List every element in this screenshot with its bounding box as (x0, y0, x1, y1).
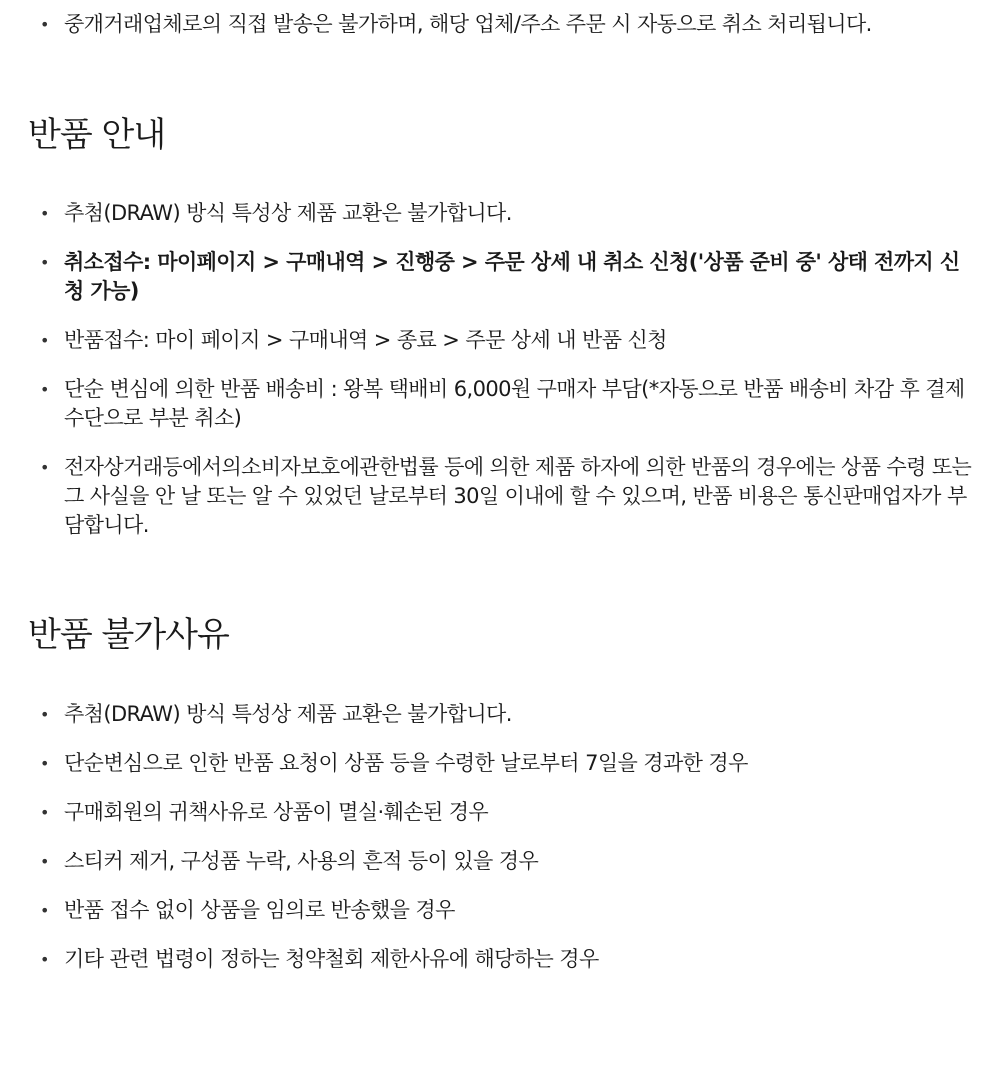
bullet-icon: • (40, 950, 49, 969)
list-item (0, 700, 1000, 729)
list-item (0, 10, 1000, 39)
bullet-icon: • (40, 380, 49, 399)
restriction-item-text: 단순변심으로 인한 반품 요청이 상품 등을 수령한 날로부터 7일을 경과한 경우 (64, 751, 748, 775)
return-procedure-text: 반품접수: 마이 페이지 > 구매내역 > 종료 > 주문 상세 내 반품 신청 (64, 328, 667, 352)
list-item (0, 326, 1000, 355)
returns-list (0, 199, 1000, 560)
restriction-item-text: 구매회원의 귀책사유로 상품이 멸실·훼손된 경우 (64, 800, 489, 824)
cancel-procedure-text: 취소접수: 마이페이지 > 구매내역 > 진행중 > 주문 상세 내 취소 신청('상품 준비 중' 상태 전까지 신청 가능) (64, 250, 960, 303)
returns-item-text: 추첨(DRAW) 방식 특성상 제품 교환은 불가합니다. (64, 201, 512, 225)
bullet-icon: • (40, 852, 49, 871)
notice-text: 중개거래업체로의 직접 발송은 불가하며, 해당 업체/주소 주문 시 자동으로 취소 처리됩니다. (64, 12, 872, 36)
restriction-item-text: 추첨(DRAW) 방식 특성상 제품 교환은 불가합니다. (64, 702, 512, 726)
list-item (0, 375, 1000, 433)
list-item (0, 453, 1000, 540)
list-item (0, 248, 1000, 306)
bullet-icon: • (40, 458, 49, 477)
shipping-notice-list (0, 10, 1000, 39)
list-item (0, 945, 1000, 974)
bullet-icon: • (40, 15, 49, 34)
bullet-icon: • (40, 901, 49, 920)
list-item (0, 798, 1000, 827)
bullet-icon: • (40, 253, 49, 272)
bullet-icon: • (40, 331, 49, 350)
defect-return-text: 전자상거래등에서의소비자보호에관한법률 등에 의한 제품 하자에 의한 반품의 경우에는 상품 수령 또는 그 사실을 안 날 또는 알 수 있었던 날로부터 30일 이내에 할 수 있으며, 반품 비용은 통신판매업자가 부담합니다. (64, 455, 972, 537)
list-item (0, 847, 1000, 876)
return-restrictions-heading: 반품 불가사유 (28, 615, 229, 655)
bullet-icon: • (40, 204, 49, 223)
bullet-icon: • (40, 754, 49, 773)
return-shipping-fee-text: 단순 변심에 의한 반품 배송비 : 왕복 택배비 6,000원 구매자 부담(*자동으로 반품 배송비 차감 후 결제 수단으로 부분 취소) (64, 377, 965, 430)
list-item (0, 199, 1000, 228)
bullet-icon: • (40, 803, 49, 822)
list-item (0, 749, 1000, 778)
returns-heading: 반품 안내 (28, 115, 166, 155)
list-item (0, 896, 1000, 925)
restriction-item-text: 반품 접수 없이 상품을 임의로 반송했을 경우 (64, 898, 455, 922)
bullet-icon: • (40, 705, 49, 724)
return-restrictions-list (0, 700, 1000, 994)
restriction-item-text: 스티커 제거, 구성품 누락, 사용의 흔적 등이 있을 경우 (64, 849, 539, 873)
restriction-item-text: 기타 관련 법령이 정하는 청약철회 제한사유에 해당하는 경우 (64, 947, 599, 971)
